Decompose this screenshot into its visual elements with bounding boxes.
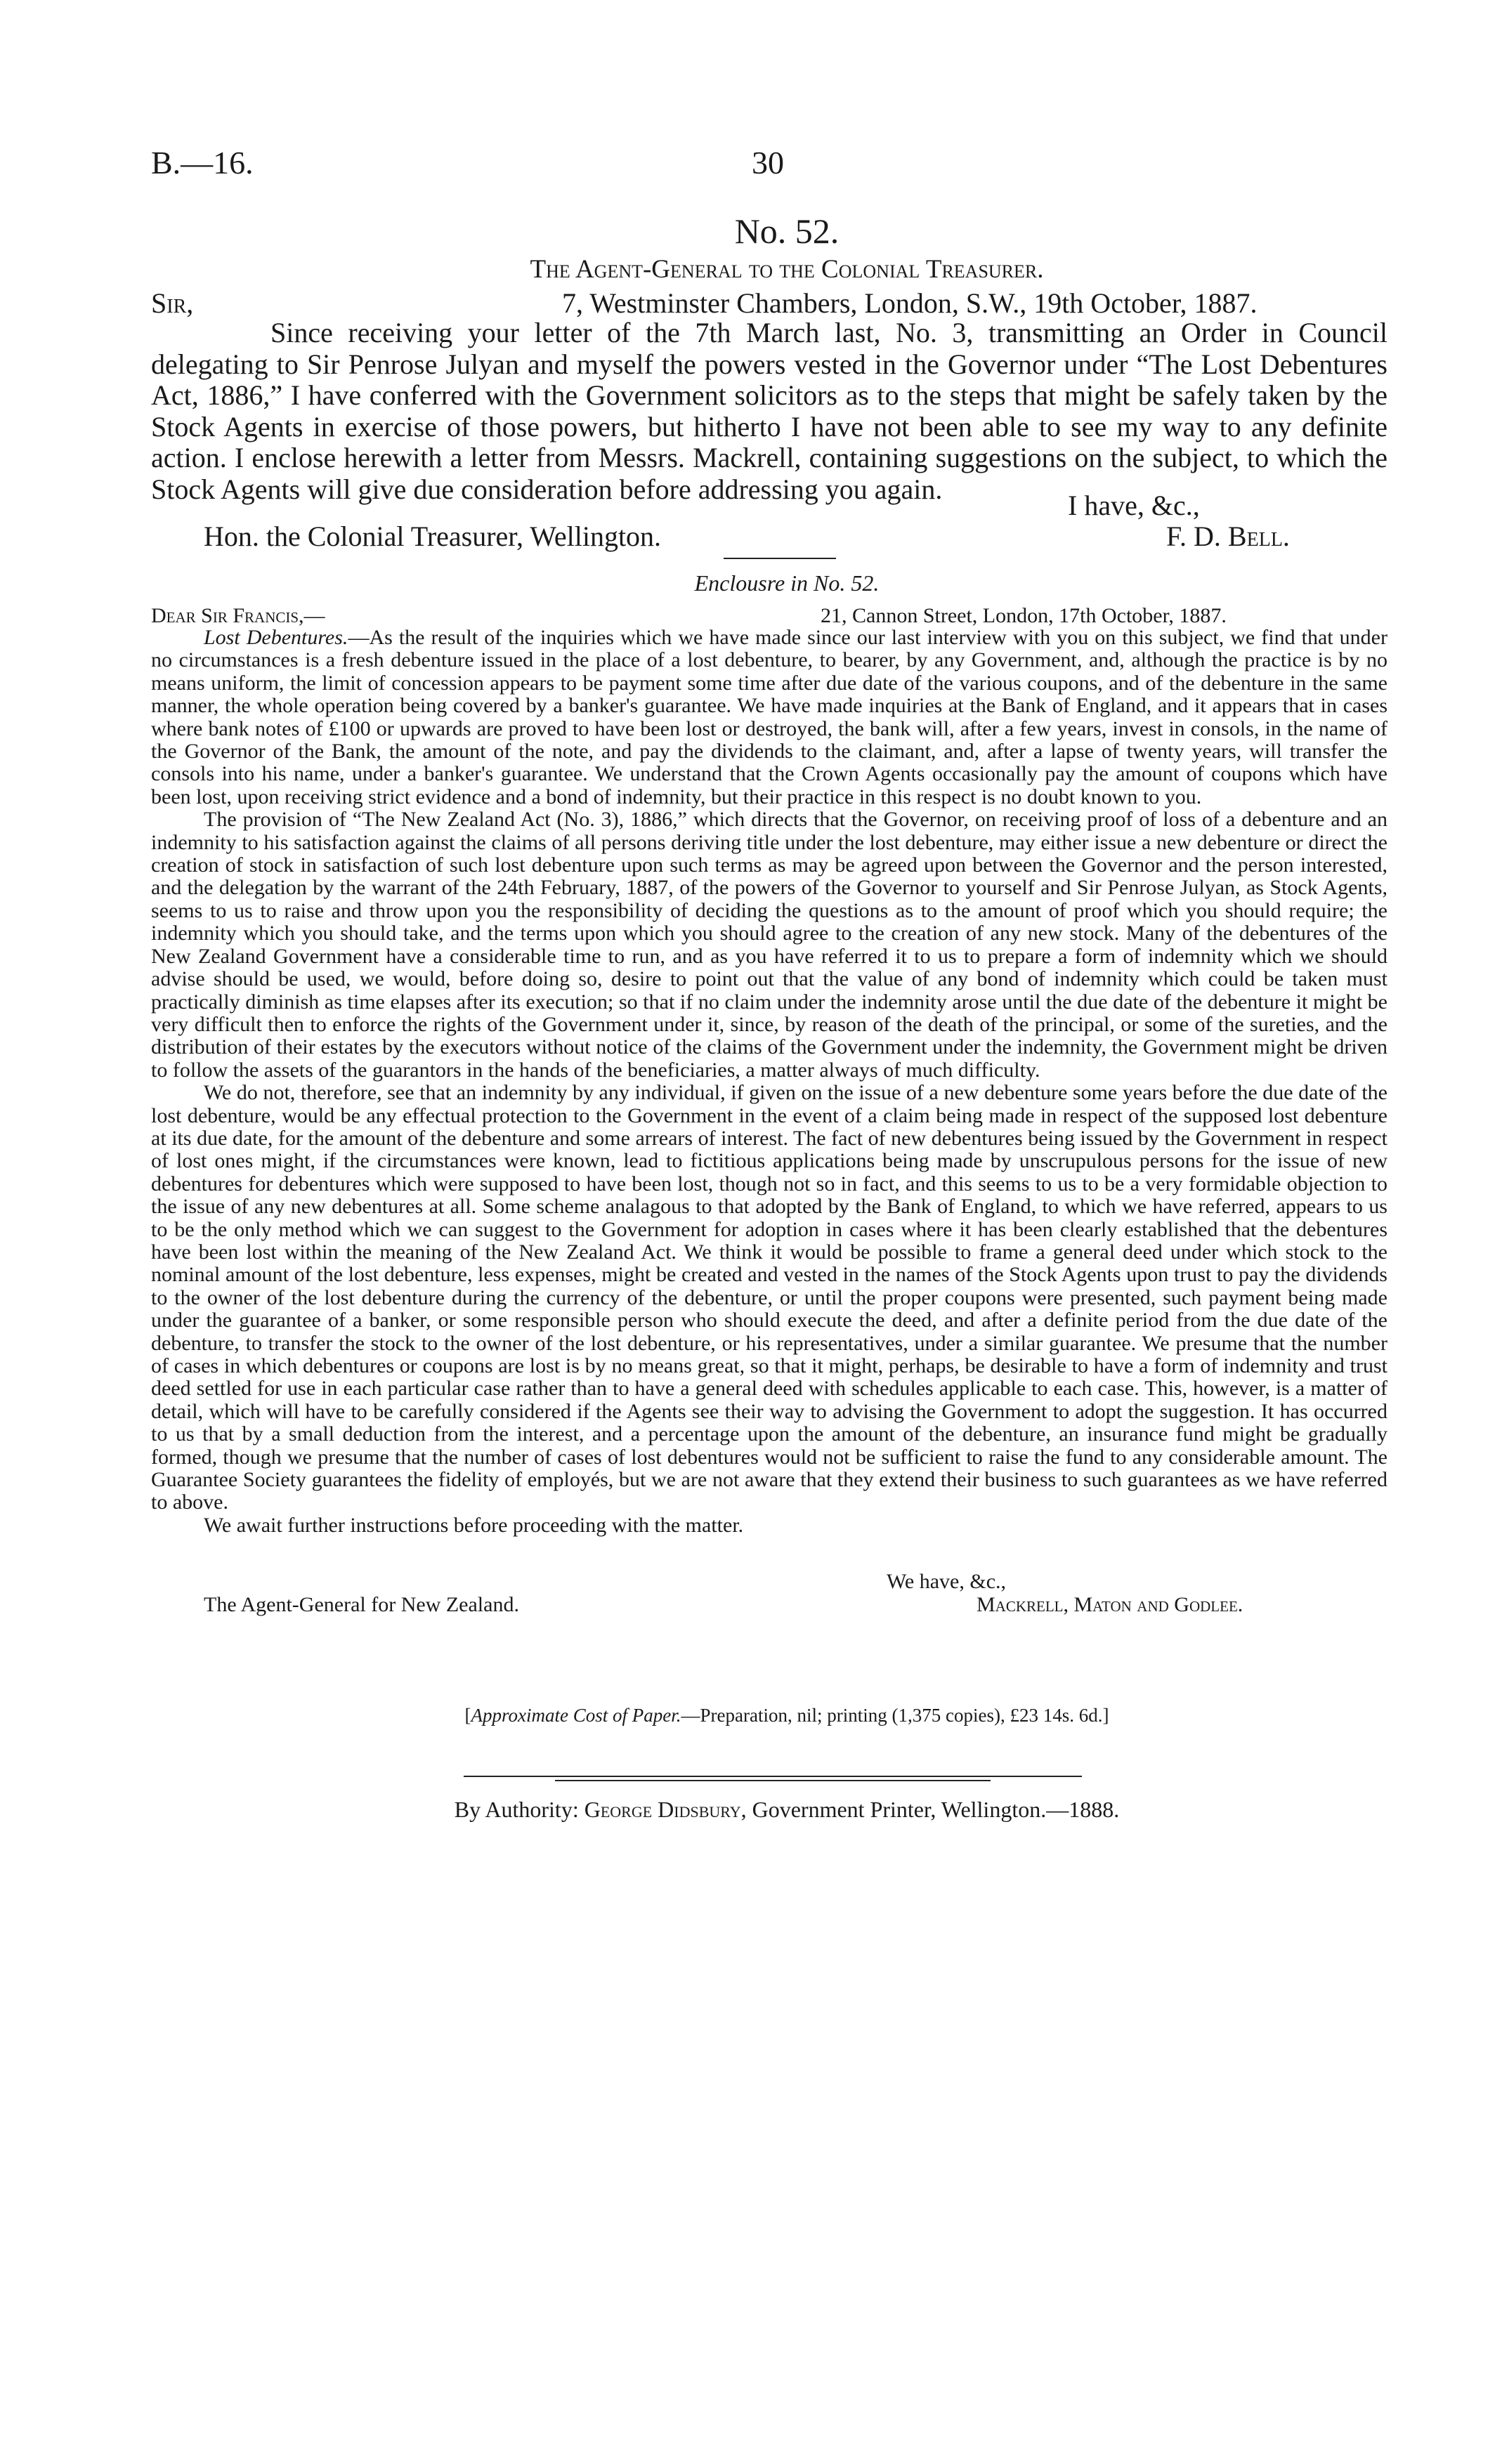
authority-prefix: By Authority: bbox=[454, 1797, 579, 1822]
enclosure-dateline: 21, Cannon Street, London, 17th October, 1887. bbox=[821, 604, 1227, 627]
letter-recipient: Hon. the Colonial Treasurer, Wellington. bbox=[204, 520, 662, 552]
cost-note-text: —Preparation, nil; printing (1,375 copies), £23 14s. 6d. bbox=[681, 1705, 1103, 1726]
paragraph-text: —As the result of the inquiries which we have made since our last interview with you on this subject, we find that under no circumstances is a fresh debenture issued in the place of a lost debenture, to bearer, by any Government, and, although the practice is by no means uniform, the limit of concession appears to be payment some time after due date of the various coupons, and of the debenture in the same manner, the whole operation being covered by a banker's guarantee. We have made inquiries at the Bank of England, and it appears that in cases where bank notes of £100 or upwards are proved to have been lost or destroyed, the bank will, after a few years, invest in consols, in the name of the Governor of the Bank, the amount of the note, and pay the dividends to the claimant, and, after a lapse of twenty years, will transfer the consols into his name, under a banker's guarantee. We understand that the Crown Agents occasionally pay the amount of coupons which have been lost, upon receiving strict evidence and a bond of indemnity, but their practice in this respect is no doubt known to you. bbox=[151, 626, 1387, 808]
letter-closing: I have, &c., bbox=[1068, 490, 1200, 521]
authority-text: , Government Printer, Wellington.—1888. bbox=[740, 1797, 1120, 1822]
printer-authority bbox=[211, 1797, 1363, 1823]
enclosure-recipient: The Agent-General for New Zealand. bbox=[204, 1593, 519, 1616]
letter-number: No. 52. bbox=[734, 211, 840, 251]
printer-name: George Didsbury bbox=[584, 1797, 741, 1822]
letter-salutation: Sir, bbox=[151, 287, 194, 319]
enclosure-body bbox=[151, 627, 1387, 1537]
letter-body bbox=[151, 317, 1387, 505]
footer-rule bbox=[464, 1776, 1082, 1777]
page-number: 30 bbox=[752, 145, 784, 181]
enclosure-paragraph: We do not, therefore, see that an indemnity by any individual, if given on the issue of a new debenture some years before the due date of the lost debenture, would be any effectual protection to the Government in the event of a claim being made in respect of the supposed lost debenture at its due date, for the amount of the debenture and some arrears of interest. The fact of new debentures being issued by the Government in respect of lost ones might, if the circumstances were known, lead to fictitious applications being made by unscrupulous persons for the issue of new debentures for debentures which were supposed to have been lost, though not so in fact, and this seems to us to be a very formidable objection to the issue of any new debentures at all. Some scheme analagous to that adopted by the Bank of England, to which we have referred, appears to us to be the only method which we can suggest to the Government for adoption in cases where it has been clearly established that the debentures have been lost within the meaning of the New Zealand Act. We think it would be possible to frame a general deed under which stock to the nominal amount of the lost debenture, less expenses, might be created and vested in the names of the Stock Agents upon trust to pay the dividends to the owner of the lost debenture during the currency of the debenture, or until the proper coupons were presented, such payment being made under the guarantee of a banker, or some responsible person who should execute the deed, and after a definite period from the due date of the debenture, to transfer the stock to the owner of the lost debenture, or his representatives, under a similar guarantee. We presume that the number of cases in which debentures or coupons are lost is by no means great, so that it might, perhaps, be desirable to have a form of indemnity and trust deed settled for use in each particular case rather than to have a general deed with schedules applicable to each case. This, however, is a matter of detail, which will have to be carefully considered if the Agents see their way to advising the Government to adopt the suggestion. It has occurred to us that by a small deduction from the interest, and a percentage upon the amount of the debenture, an insurance fund might be gradually formed, though we presume that the number of cases of lost debentures would not be sufficient to raise the fund to any considerable amount. The Guarantee Society guarantees the fidelity of employés, but we are not aware that they extend their business to such guarantees as we have referred to above. bbox=[151, 1081, 1387, 1514]
enclosure-salutation: Dear Sir Francis,— bbox=[151, 604, 325, 627]
letter-paragraph: Since receiving your letter of the 7th March last, No. 3, transmitting an Order in Council delegating to Sir Penrose Julyan and myself the powers vested in the Governor under “The Lost Debentures Act, 1886,” I have conferred with the Government solicitors as to the steps that might be safely taken by the Stock Agents in exercise of those powers, but hitherto I have not been able to see my way to any definite action. I enclose herewith a letter from Messrs. Mackrell, containing suggestions on the subject, to which the Stock Agents will give due consideration before addressing you again. bbox=[151, 317, 1387, 505]
enclosure-paragraph bbox=[151, 627, 1387, 808]
paragraph-lead: Lost Debentures. bbox=[204, 626, 348, 649]
letter-signature: F. D. Bell. bbox=[1166, 520, 1290, 552]
section-divider bbox=[724, 558, 836, 559]
enclosure-signature: Mackrell, Maton and Godlee. bbox=[977, 1593, 1243, 1616]
letter-heading: The Agent-General to the Colonial Treasurer. bbox=[530, 255, 1044, 284]
footer-rule bbox=[555, 1780, 991, 1781]
cost-note-label: Approximate Cost of Paper. bbox=[471, 1705, 681, 1726]
enclosure-paragraph: The provision of “The New Zealand Act (No. 3), 1886,” which directs that the Governor, on receiving proof of loss of a debenture and an indemnity to his satisfaction against the claims of all persons deriving title under the lost debenture, may either issue a new debenture or direct the creation of stock in satisfaction of such lost debenture upon such terms as may be agreed upon between the Governor and the person interested, and the delegation by the warrant of the 24th February, 1887, of the powers of the Governor to yourself and Sir Penrose Julyan, as Stock Agents, seems to us to raise and throw upon you the responsibility of deciding the questions as to the amount of proof which you should require; the indemnity which you should take, and the terms upon which you should agree to the creation of any new stock. Many of the debentures of the New Zealand Government have a considerable time to run, and as you have referred it to us to prepare a form of indemnity which we should advise should be used, we would, before doing so, desire to point out that the value of any bond of indemnity which could be taken must practically diminish as time elapses after its execution; so that if no claim under the indemnity arose until the due date of the debenture it might be very difficult then to enforce the rights of the Government under it, since, by reason of the death of the principal, or some of the sureties, and the distribution of their estates by the executors without notice of the claims of the Government under the indemnity, the Government might be driven to follow the assets of the guarantors in the hands of the beneficiaries, a matter always of much difficulty. bbox=[151, 808, 1387, 1082]
enclosure-paragraph: We await further instructions before proceeding with the matter. bbox=[204, 1513, 744, 1537]
letter-dateline: 7, Westminster Chambers, London, S.W., 19th October, 1887. bbox=[562, 287, 1258, 319]
enclosure-closing: We have, &c., bbox=[887, 1570, 1007, 1593]
cost-note: [Approximate Cost of Paper.—Preparation, nil; printing (1,375 copies), £23 14s. 6d.] bbox=[464, 1705, 1109, 1726]
document-reference: B.—16. bbox=[151, 145, 254, 181]
enclosure-heading: Enclousre in No. 52. bbox=[694, 570, 880, 596]
